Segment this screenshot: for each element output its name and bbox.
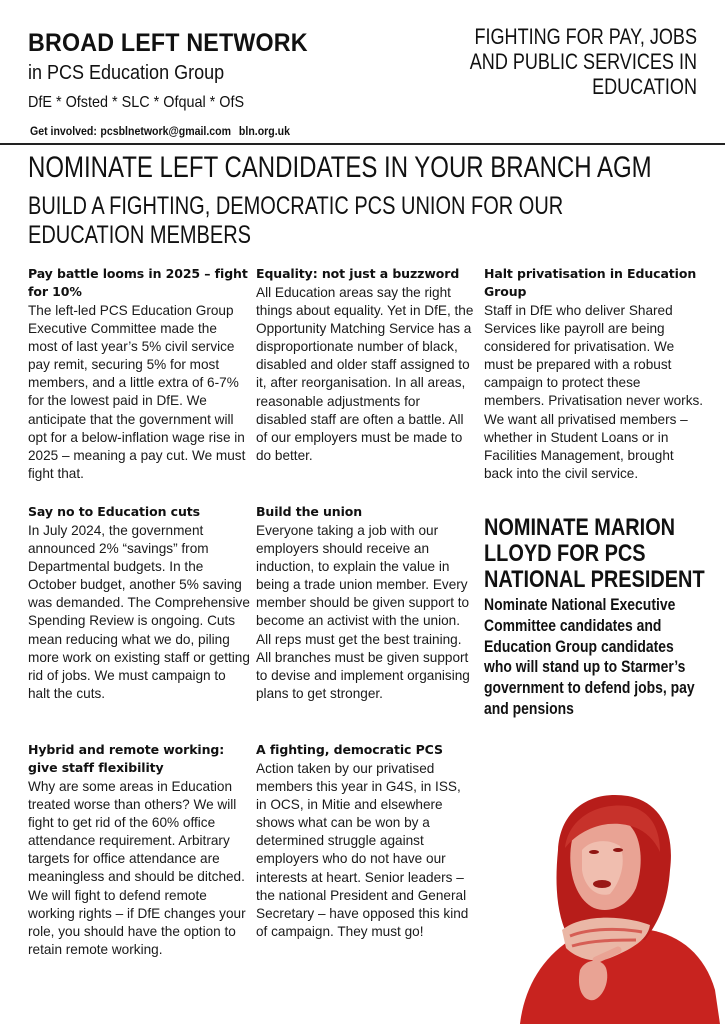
article-equality [256,265,474,465]
page-headline: NOMINATE LEFT CANDIDATES IN YOUR BRANCH AGM [28,151,652,184]
article-body: Action taken by our privatised members this year in G4S, in ISS, in OCS, in Mitie and elsewhere shows what can be won by a determined struggle against employers who do not have our interests at heart. Senior leaders – the national President and General Secretary – have opposed this kind of campaign. They must go! [256,761,469,939]
article-body: Staff in DfE who deliver Shared Services like payroll are being considered for privatisation. We must be prepared with a robust campaign to protect these members. Privatisation never works. We want all privatised members – whether in Student Loans or in Facilities Management, brought back into the civil service. [484,303,704,481]
article-title: Pay battle looms in 2025 – fight for 10% [28,266,248,299]
tagline-line-3: EDUCATION [592,74,697,99]
article-democratic-pcs [256,741,474,941]
promo-body: Nominate National Executive Committee candidates and Education Group candidates who will stand up to Starmer’s government to defend jobs, pay and pensions [484,595,695,718]
masthead [28,28,334,138]
candidate-portrait-image [510,790,725,1024]
promo-title: NOMINATE MARION LLOYD FOR PCS NATIONAL PRESIDENT [484,514,705,593]
tagline-line-1: FIGHTING FOR PAY, JOBS [474,24,697,49]
article-title: Say no to Education cuts [28,504,200,519]
article-body: The left-led PCS Education Group Executive Committee made the most of last year’s 5% civil service pay remit, securing 5% for most members, and a little extra of 6-7% for the lowest paid in DfE. We anticipate that the government will opt for a below-inflation wage rise in 2025 – meaning a pay cut. We must fight that. [28,303,246,481]
article-title: Halt privatisation in Education Group [484,266,697,299]
article-hybrid-working [28,741,250,959]
employer-bodies: DfE * Ofsted * SLC * Ofqual * OfS [28,94,245,111]
get-involved-label: Get involved: [30,124,97,138]
article-title: Hybrid and remote working: give staff flexibility [28,742,225,775]
article-title: A fighting, democratic PCS [256,742,443,757]
article-body: All Education areas say the right things about equality. Yet in DfE, the Opportunity Matching Service has a disproportionate number of black, disabled and older staff assigned to it, after reorganisation. In all areas, reasonable adjustments for disabled staff are often a battle. All of our employers must be made to do better. [256,285,474,463]
article-title: Equality: not just a buzzword [256,266,460,281]
article-privatisation [484,265,704,483]
article-body: Everyone taking a job with our employers should receive an induction, to explain the value in being a trade union member. Every member should be given support to become an activist with the union. All reps must get the best training. All branches must be given support to devise and implement organising plans to get stronger. [256,523,470,701]
article-body: Why are some areas in Education treated worse than others? We will fight to get rid of the 60% office attendance requirement. Arbitrary targets for office attendance are meaningless and should be ditched. We will fight to defend remote working rights – if DfE changes your role, you should have the option to retain remote working. [28,779,246,957]
article-cuts [28,503,250,703]
article-pay [28,265,250,483]
website-link[interactable]: bln.org.uk [238,124,290,138]
article-body: In July 2024, the government announced 2% “savings” from Departmental budgets. In the October budget, another 5% saving was demanded. The Comprehensive Spending Review is ongoing. Cuts mean reducing what we do, piling more work on existing staff or getting rid of jobs. We must campaign to halt the cuts. [28,523,250,701]
article-title: Build the union [256,504,363,519]
contact-line [30,124,298,138]
article-build-union [256,503,474,703]
org-title: BROAD LEFT NETWORK [28,29,308,57]
email-link[interactable]: pcsblnetwork@gmail.com [100,124,232,138]
page-subheadline: BUILD A FIGHTING, DEMOCRATIC PCS UNION FOR OUR EDUCATION MEMBERS [28,192,564,249]
tagline-block [417,24,697,99]
header-divider [0,143,725,145]
tagline-line-2: AND PUBLIC SERVICES IN [469,49,697,74]
org-subtitle: in PCS Education Group [28,62,225,84]
